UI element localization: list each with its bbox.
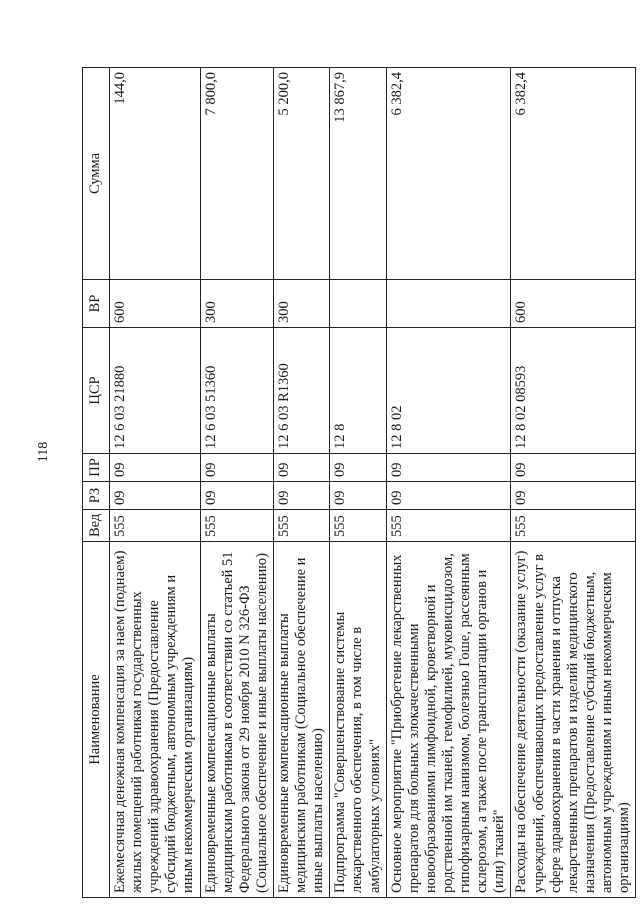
cell-pr: 09 xyxy=(386,454,511,482)
cell-rz: 09 xyxy=(511,482,636,510)
budget-table xyxy=(82,67,636,898)
cell-rz: 09 xyxy=(386,482,511,510)
table-row xyxy=(386,68,511,898)
cell-csr: 12 8 xyxy=(330,328,386,454)
cell-name: Единовременные компенсационные выплаты медицинским работникам (Социальное обеспечение и иные выплаты населению) xyxy=(273,542,329,898)
table-row xyxy=(511,68,636,898)
cell-name: Единовременные компенсационные выплаты медицинским работникам в соответствии со статьей 51 Федерального закона от 29 ноября 2010 N 326-ФЗ (Социальное обеспечение и иные выплаты населению) xyxy=(200,542,273,898)
cell-ved: 555 xyxy=(330,510,386,542)
column-header-ved: Вед xyxy=(83,510,110,542)
cell-ved: 555 xyxy=(110,510,201,542)
column-header-name: Наименование xyxy=(83,542,110,898)
cell-vr: 600 xyxy=(511,280,636,328)
cell-sum: 7 800,0 xyxy=(200,68,273,280)
cell-sum: 144,0 xyxy=(110,68,201,280)
cell-vr: 300 xyxy=(273,280,329,328)
cell-vr xyxy=(330,280,386,328)
cell-csr: 12 6 03 51360 xyxy=(200,328,273,454)
cell-sum: 13 867,9 xyxy=(330,68,386,280)
table-header-row xyxy=(83,68,110,898)
column-header-csr: ЦСР xyxy=(83,328,110,454)
cell-name: Подпрограмма "Совершенствование системы лекарственного обеспечения, в том числе в амбулаторных условиях" xyxy=(330,542,386,898)
cell-ved: 555 xyxy=(386,510,511,542)
cell-ved: 555 xyxy=(273,510,329,542)
cell-csr: 12 8 02 08593 xyxy=(511,328,636,454)
cell-pr: 09 xyxy=(330,454,386,482)
cell-ved: 555 xyxy=(200,510,273,542)
cell-name: Основное мероприятие "Приобретение лекарственных препаратов для больных злокачественными новообразованиями лимфоидной, кроветворной и родственной им тканей, гемофилией, муковисцидозом, гипофизарным нанизмом, болезнью Гоше, рассеянным склерозом, а также после трансплантации органов и (или) тканей" xyxy=(386,542,511,898)
cell-sum: 6 382,4 xyxy=(511,68,636,280)
rotated-page-container xyxy=(82,68,633,898)
cell-vr xyxy=(386,280,511,328)
cell-name: Ежемесячная денежная компенсация за наем (поднаем) жилых помещений работникам государственных учреждений здравоохранения (Предоставление субсидий бюджетным, автономным учреждениям и иным некоммерческим организациям) xyxy=(110,542,201,898)
table-row xyxy=(110,68,201,898)
column-header-vr: ВР xyxy=(83,280,110,328)
cell-pr: 09 xyxy=(110,454,201,482)
table-row xyxy=(330,68,386,898)
cell-rz: 09 xyxy=(200,482,273,510)
cell-pr: 09 xyxy=(511,454,636,482)
cell-csr: 12 6 03 R1360 xyxy=(273,328,329,454)
table-row xyxy=(200,68,273,898)
cell-rz: 09 xyxy=(110,482,201,510)
budget-table-container xyxy=(82,68,633,898)
cell-pr: 09 xyxy=(200,454,273,482)
cell-csr: 12 6 03 21880 xyxy=(110,328,201,454)
page-number: 118 xyxy=(36,441,51,463)
column-header-rz: РЗ xyxy=(83,482,110,510)
cell-ved: 555 xyxy=(511,510,636,542)
cell-rz: 09 xyxy=(330,482,386,510)
column-header-sum: Сумма xyxy=(83,68,110,280)
cell-vr: 600 xyxy=(110,280,201,328)
table-row xyxy=(273,68,329,898)
cell-vr: 300 xyxy=(200,280,273,328)
cell-sum: 5 200,0 xyxy=(273,68,329,280)
cell-rz: 09 xyxy=(273,482,329,510)
cell-sum: 6 382,4 xyxy=(386,68,511,280)
cell-pr: 09 xyxy=(273,454,329,482)
cell-name: Расходы на обеспечение деятельности (оказание услуг) учреждений, обеспечивающих предоставление услуг в сфере здравоохранения в части хранения и отпуска лекарственных препаратов и изделий медицинского назначения (Предоставление субсидий бюджетным, автономным учреждениям и иным некоммерческим организациям) xyxy=(511,542,636,898)
cell-csr: 12 8 02 xyxy=(386,328,511,454)
column-header-pr: ПР xyxy=(83,454,110,482)
